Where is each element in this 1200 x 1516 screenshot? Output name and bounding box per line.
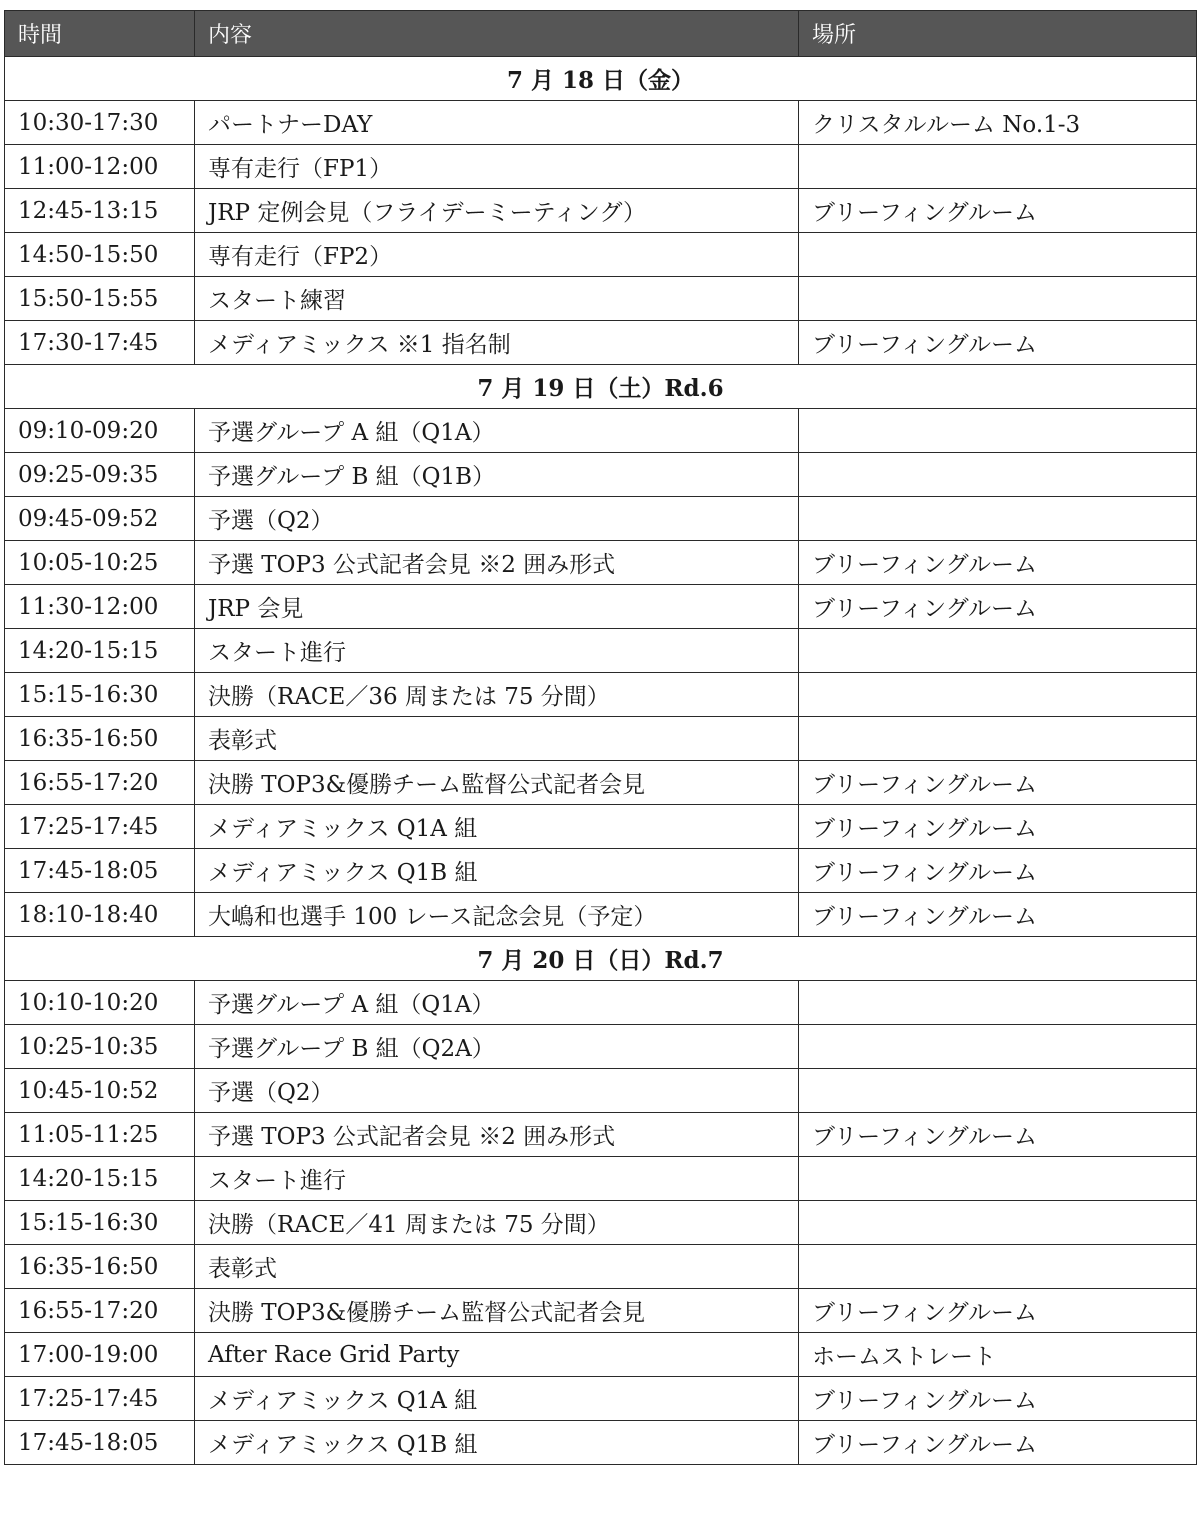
cell-content: 決勝（RACE／41 周または 75 分間） xyxy=(195,1201,799,1245)
cell-content: 予選（Q2） xyxy=(195,1069,799,1113)
cell-content: JRP 会見 xyxy=(195,585,799,629)
cell-place xyxy=(799,233,1197,277)
cell-time: 17:25-17:45 xyxy=(5,1377,195,1421)
cell-content: スタート練習 xyxy=(195,277,799,321)
table-row xyxy=(5,761,1197,805)
cell-time: 12:45-13:15 xyxy=(5,189,195,233)
cell-content: 決勝 TOP3&優勝チーム監督公式記者会見 xyxy=(195,761,799,805)
table-row xyxy=(5,981,1197,1025)
cell-time: 16:55-17:20 xyxy=(5,1289,195,1333)
table-row xyxy=(5,629,1197,673)
cell-time: 10:25-10:35 xyxy=(5,1025,195,1069)
table-row xyxy=(5,1113,1197,1157)
cell-content: スタート進行 xyxy=(195,629,799,673)
cell-place xyxy=(799,1069,1197,1113)
table-row xyxy=(5,1333,1197,1377)
cell-content: 大嶋和也選手 100 レース記念会見（予定） xyxy=(195,893,799,937)
cell-time: 16:35-16:50 xyxy=(5,717,195,761)
cell-place xyxy=(799,145,1197,189)
cell-content: 予選グループ A 組（Q1A） xyxy=(195,409,799,453)
cell-time: 10:30-17:30 xyxy=(5,101,195,145)
table-row xyxy=(5,849,1197,893)
cell-place: ブリーフィングルーム xyxy=(799,585,1197,629)
cell-place xyxy=(799,1201,1197,1245)
cell-content: メディアミックス Q1B 組 xyxy=(195,849,799,893)
cell-time: 16:35-16:50 xyxy=(5,1245,195,1289)
day-label: 7 月 18 日（金） xyxy=(5,57,1197,101)
table-row xyxy=(5,277,1197,321)
cell-content: パートナーDAY xyxy=(195,101,799,145)
cell-place xyxy=(799,277,1197,321)
cell-place: ブリーフィングルーム xyxy=(799,893,1197,937)
table-row xyxy=(5,1421,1197,1465)
cell-time: 10:10-10:20 xyxy=(5,981,195,1025)
cell-time: 17:45-18:05 xyxy=(5,849,195,893)
cell-time: 10:05-10:25 xyxy=(5,541,195,585)
cell-place: クリスタルルーム No.1-3 xyxy=(799,101,1197,145)
cell-time: 15:15-16:30 xyxy=(5,1201,195,1245)
cell-place xyxy=(799,673,1197,717)
table-row xyxy=(5,1025,1197,1069)
cell-place xyxy=(799,717,1197,761)
day-label: 7 月 19 日（土）Rd.6 xyxy=(5,365,1197,409)
table-row xyxy=(5,101,1197,145)
table-body xyxy=(5,57,1197,1465)
cell-place: ブリーフィングルーム xyxy=(799,1289,1197,1333)
table-row xyxy=(5,233,1197,277)
cell-place: ブリーフィングルーム xyxy=(799,541,1197,585)
table-row xyxy=(5,585,1197,629)
day-header-row xyxy=(5,365,1197,409)
cell-time: 09:25-09:35 xyxy=(5,453,195,497)
cell-content: 専有走行（FP1） xyxy=(195,145,799,189)
table-row xyxy=(5,1157,1197,1201)
table-row xyxy=(5,1245,1197,1289)
cell-time: 14:20-15:15 xyxy=(5,1157,195,1201)
cell-place xyxy=(799,1245,1197,1289)
table-row xyxy=(5,409,1197,453)
cell-time: 09:10-09:20 xyxy=(5,409,195,453)
cell-place: ブリーフィングルーム xyxy=(799,761,1197,805)
cell-time: 11:30-12:00 xyxy=(5,585,195,629)
cell-content: 予選グループ A 組（Q1A） xyxy=(195,981,799,1025)
cell-content: 予選 TOP3 公式記者会見 ※2 囲み形式 xyxy=(195,1113,799,1157)
cell-content: メディアミックス ※1 指名制 xyxy=(195,321,799,365)
cell-place: ホームストレート xyxy=(799,1333,1197,1377)
table-row xyxy=(5,497,1197,541)
cell-content: 予選グループ B 組（Q1B） xyxy=(195,453,799,497)
header-row xyxy=(5,11,1197,57)
header-time: 時間 xyxy=(5,11,195,57)
cell-time: 17:45-18:05 xyxy=(5,1421,195,1465)
cell-place: ブリーフィングルーム xyxy=(799,805,1197,849)
table-row xyxy=(5,673,1197,717)
day-header-row xyxy=(5,57,1197,101)
cell-content: 決勝 TOP3&優勝チーム監督公式記者会見 xyxy=(195,1289,799,1333)
cell-place: ブリーフィングルーム xyxy=(799,849,1197,893)
table-row xyxy=(5,453,1197,497)
table-row xyxy=(5,805,1197,849)
table-row xyxy=(5,541,1197,585)
cell-place: ブリーフィングルーム xyxy=(799,1421,1197,1465)
cell-content: 表彰式 xyxy=(195,1245,799,1289)
table-row xyxy=(5,145,1197,189)
cell-time: 14:50-15:50 xyxy=(5,233,195,277)
day-label: 7 月 20 日（日）Rd.7 xyxy=(5,937,1197,981)
cell-time: 14:20-15:15 xyxy=(5,629,195,673)
table-header xyxy=(5,11,1197,57)
cell-time: 17:25-17:45 xyxy=(5,805,195,849)
cell-content: 決勝（RACE／36 周または 75 分間） xyxy=(195,673,799,717)
header-content: 内容 xyxy=(195,11,799,57)
cell-time: 09:45-09:52 xyxy=(5,497,195,541)
cell-place xyxy=(799,497,1197,541)
table-row xyxy=(5,893,1197,937)
cell-content: メディアミックス Q1A 組 xyxy=(195,1377,799,1421)
table-row xyxy=(5,1377,1197,1421)
header-place: 場所 xyxy=(799,11,1197,57)
cell-content: 予選（Q2） xyxy=(195,497,799,541)
table-row xyxy=(5,1289,1197,1333)
cell-content: 予選グループ B 組（Q2A） xyxy=(195,1025,799,1069)
cell-place: ブリーフィングルーム xyxy=(799,1377,1197,1421)
cell-place xyxy=(799,1157,1197,1201)
cell-time: 18:10-18:40 xyxy=(5,893,195,937)
schedule-table xyxy=(4,10,1197,1465)
table-row xyxy=(5,321,1197,365)
cell-place xyxy=(799,629,1197,673)
cell-place xyxy=(799,1025,1197,1069)
cell-content: メディアミックス Q1A 組 xyxy=(195,805,799,849)
cell-content: After Race Grid Party xyxy=(195,1333,799,1377)
cell-place: ブリーフィングルーム xyxy=(799,1113,1197,1157)
cell-content: JRP 定例会見（フライデーミーティング） xyxy=(195,189,799,233)
cell-content: スタート進行 xyxy=(195,1157,799,1201)
cell-content: メディアミックス Q1B 組 xyxy=(195,1421,799,1465)
cell-time: 16:55-17:20 xyxy=(5,761,195,805)
cell-time: 17:30-17:45 xyxy=(5,321,195,365)
day-header-row xyxy=(5,937,1197,981)
table-row xyxy=(5,717,1197,761)
cell-place: ブリーフィングルーム xyxy=(799,321,1197,365)
cell-time: 11:05-11:25 xyxy=(5,1113,195,1157)
cell-place xyxy=(799,409,1197,453)
cell-content: 予選 TOP3 公式記者会見 ※2 囲み形式 xyxy=(195,541,799,585)
cell-place xyxy=(799,981,1197,1025)
cell-time: 17:00-19:00 xyxy=(5,1333,195,1377)
table-row xyxy=(5,1069,1197,1113)
cell-content: 表彰式 xyxy=(195,717,799,761)
cell-time: 15:50-15:55 xyxy=(5,277,195,321)
cell-place: ブリーフィングルーム xyxy=(799,189,1197,233)
cell-time: 15:15-16:30 xyxy=(5,673,195,717)
cell-place xyxy=(799,453,1197,497)
table-row xyxy=(5,189,1197,233)
table-row xyxy=(5,1201,1197,1245)
cell-time: 10:45-10:52 xyxy=(5,1069,195,1113)
cell-time: 11:00-12:00 xyxy=(5,145,195,189)
cell-content: 専有走行（FP2） xyxy=(195,233,799,277)
